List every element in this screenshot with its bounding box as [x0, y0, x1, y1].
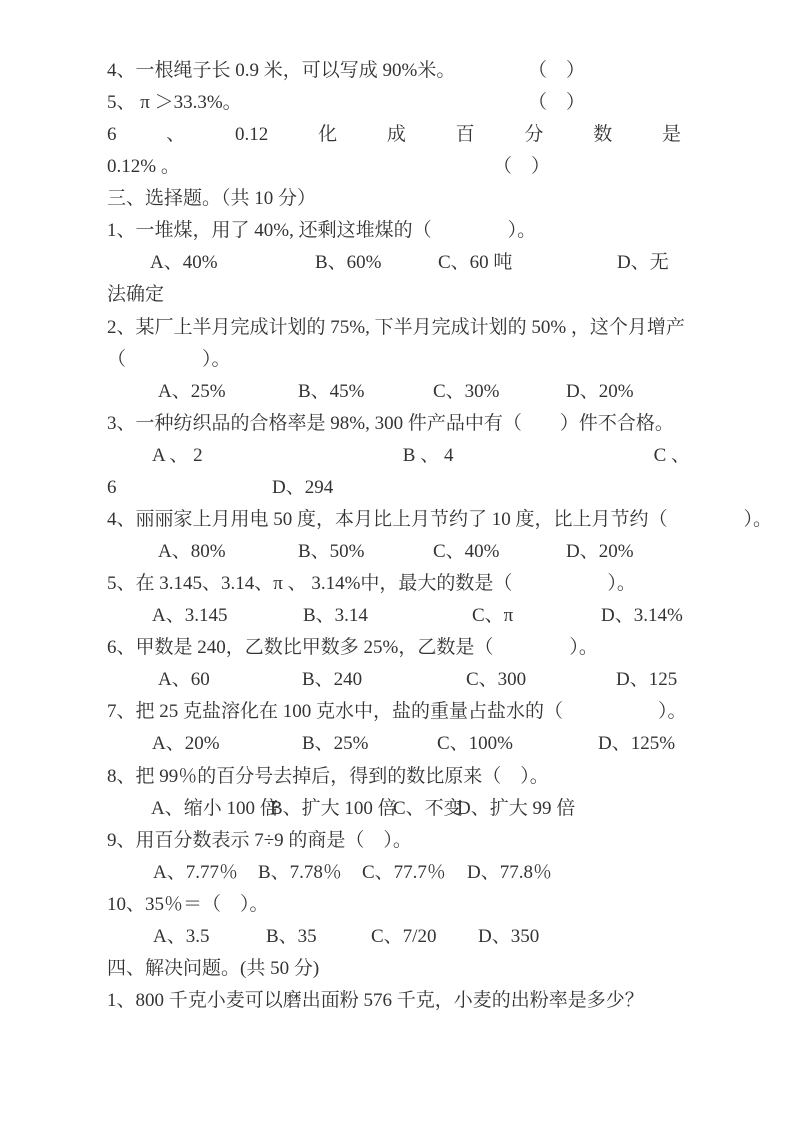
choice-q10-options-text: D、350: [478, 926, 540, 947]
choice-q10-options-text: A、3.5: [153, 926, 210, 947]
choice-q3-options-text: A 、 2: [152, 445, 203, 466]
choice-q6-options-text: C、300: [466, 669, 527, 690]
judge-q6-text: 、: [166, 124, 186, 145]
judge-q5: [0, 91, 793, 115]
choice-q3-text: 3、一种纺织品的合格率是 98%, 300 件产品中有（ ）件不合格。: [107, 413, 674, 434]
solve-q1-text: 1、800 千克小麦可以磨出面粉 576 千克，小麦的出粉率是多少？: [107, 990, 644, 1011]
choice-q3: [0, 412, 793, 436]
choice-q6-options: [0, 668, 793, 692]
choice-q4-options-text: A、80%: [158, 541, 226, 562]
choice-q2-text: 2、某厂上半月完成计划的 75%, 下半月完成计划的 50% ，这个月增产: [107, 317, 685, 338]
choice-q8-options-text: B、扩大 100 倍: [270, 798, 397, 819]
choice-q10-options: [0, 925, 793, 949]
judge-q6: [107, 123, 681, 147]
choice-q6-options-text: D、125: [616, 669, 678, 690]
judge-q6-text: 化: [318, 124, 338, 145]
choice-q1-options: [0, 251, 793, 275]
choice-q4-text: 4、丽丽家上月用电 50 度，本月比上月节约了 10 度，比上月节约（ ）。: [107, 509, 773, 530]
choice-q2-cont: [0, 348, 793, 372]
judge-q6-cont-text: （ ）: [493, 156, 551, 177]
choice-q4-options-text: C、40%: [433, 541, 500, 562]
choice-q4-options-text: D、20%: [566, 541, 634, 562]
judge-q4: [0, 59, 793, 83]
choice-q10-text: 10、35％＝（ ）。: [107, 894, 269, 915]
choice-q7-text: 7、把 25 克盐溶化在 100 克水中，盐的重量占盐水的（ ）。: [107, 701, 687, 722]
choice-q3-options-cont-text: 6: [107, 477, 117, 498]
choice-q5-options-text: D、3.14%: [601, 605, 683, 626]
choice-q9-options-text: D、77.8％: [467, 862, 552, 883]
choice-q1-options-text: B、60%: [315, 252, 382, 273]
judge-q6-text: 分: [524, 124, 544, 145]
choice-q3-options-cont: [0, 476, 793, 500]
choice-q2: [0, 316, 793, 340]
judge-q6-text: 是: [661, 124, 681, 145]
choice-q10: [0, 893, 793, 917]
choice-q3-options: [152, 444, 690, 468]
choice-q5-text: 5、在 3.145、3.14、π 、 3.14%中，最大的数是（ ）。: [107, 573, 636, 594]
choice-q1: [0, 219, 793, 243]
choice-q7-options-text: A、20%: [152, 733, 220, 754]
choice-q1-options-text: A、40%: [150, 252, 218, 273]
choice-q9-options: [0, 861, 793, 885]
choice-q2-cont-text: （ ）。: [107, 349, 231, 370]
choice-q8-options-text: C、不变: [393, 798, 463, 819]
choice-q7: [0, 700, 793, 724]
choice-q10-options-text: C、7/20: [371, 926, 437, 947]
judge-q4-text: 4、一根绳子长 0.9 米，可以写成 90%米。: [107, 60, 456, 81]
choice-q9: [0, 829, 793, 853]
choice-q10-options-text: B、35: [266, 926, 317, 947]
choice-q2-options-text: C、30%: [433, 381, 500, 402]
choice-q5: [0, 572, 793, 596]
choice-q1-options-cont-text: 法确定: [107, 284, 165, 305]
choice-q2-options-text: D、20%: [566, 381, 634, 402]
judge-q6-text: 0.12: [235, 124, 269, 145]
choice-q9-options-text: C、77.7％: [362, 862, 446, 883]
judge-q6-text: 百: [455, 124, 475, 145]
choice-q7-options: [0, 732, 793, 756]
choice-q5-options-text: C、π: [472, 605, 514, 626]
judge-q5-text: 5、 π ＞33.3%。: [107, 92, 242, 113]
choice-q2-options-text: B、45%: [298, 381, 365, 402]
section-solve-header: [0, 957, 793, 981]
choice-q4-options-text: B、50%: [298, 541, 365, 562]
choice-q4: [0, 508, 793, 532]
choice-q5-options-text: A、3.145: [152, 605, 228, 626]
choice-q4-options: [0, 540, 793, 564]
judge-q6-text: 6: [107, 124, 117, 145]
choice-q8-options-text: D、扩大 99 倍: [457, 798, 576, 819]
choice-q9-options-text: A、7.77％: [153, 862, 238, 883]
judge-q6-cont: [0, 155, 793, 179]
judge-q6-text: 成: [386, 124, 406, 145]
choice-q5-options-text: B、3.14: [303, 605, 368, 626]
choice-q8-options-text: A、缩小 100 倍: [151, 798, 279, 819]
section-solve-header-text: 四、解决问题。(共 50 分): [107, 958, 320, 979]
judge-q6-text: 数: [593, 124, 613, 145]
judge-q6-cont-text: 0.12% 。: [107, 156, 180, 177]
choice-q8-text: 8、把 99％的百分号去掉后，得到的数比原来（ ）。: [107, 766, 549, 787]
choice-q7-options-text: C、100%: [437, 733, 514, 754]
choice-q8: [0, 765, 793, 789]
choice-q6-options-text: B、240: [302, 669, 363, 690]
solve-q1: [0, 989, 793, 1013]
choice-q1-options-cont: [0, 283, 793, 307]
choice-q6-text: 6、甲数是 240，乙数比甲数多 25%，乙数是（ ）。: [107, 637, 598, 658]
judge-q5-text: （ ）: [528, 92, 586, 113]
judge-q4-text: （ ）: [528, 60, 586, 81]
choice-q1-options-text: D、无: [617, 252, 669, 273]
choice-q7-options-text: D、125%: [598, 733, 676, 754]
choice-q7-options-text: B、25%: [302, 733, 369, 754]
choice-q2-options: [0, 380, 793, 404]
choice-q6: [0, 636, 793, 660]
choice-q3-options-text: C 、: [653, 445, 690, 466]
choice-q1-options-text: C、60 吨: [438, 252, 513, 273]
choice-q9-text: 9、用百分数表示 7÷9 的商是（ ）。: [107, 830, 412, 851]
choice-q8-options: [0, 797, 793, 821]
section-choice-header: [0, 187, 793, 211]
choice-q3-options-text: B 、 4: [402, 445, 454, 466]
choice-q3-options-cont-text: D、294: [272, 477, 334, 498]
choice-q1-text: 1、一堆煤，用了 40%, 还剩这堆煤的（ ）。: [107, 220, 537, 241]
choice-q6-options-text: A、60: [158, 669, 210, 690]
choice-q9-options-text: B、7.78％: [258, 862, 342, 883]
choice-q5-options: [0, 604, 793, 628]
choice-q2-options-text: A、25%: [158, 381, 226, 402]
section-choice-header-text: 三、选择题。（共 10 分）: [107, 188, 317, 209]
